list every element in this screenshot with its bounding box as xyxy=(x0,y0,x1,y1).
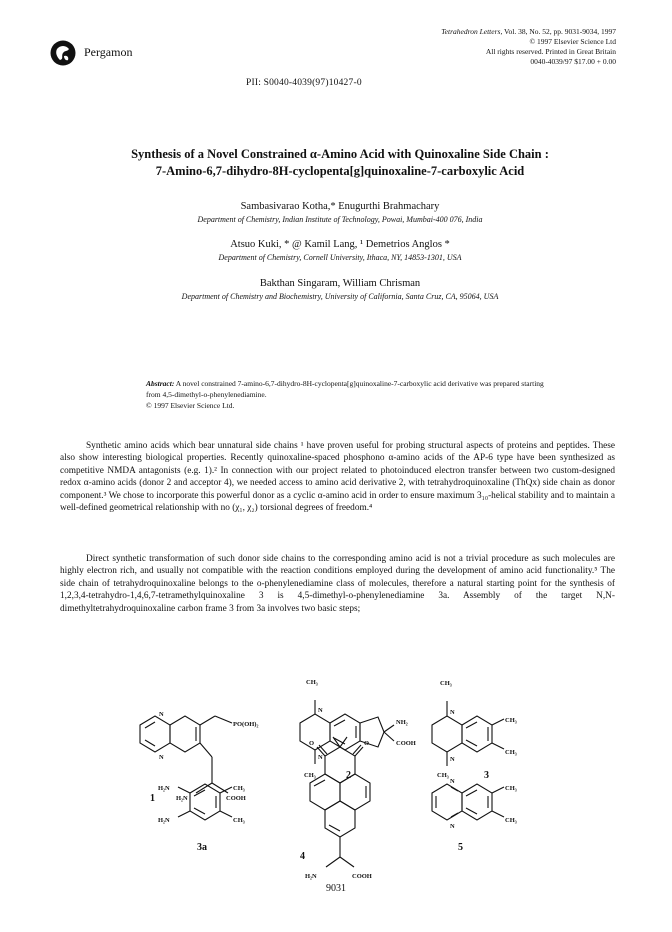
journal-info xyxy=(316,27,616,67)
price-line: 0040-4039/97 $17.00 + 0.00 xyxy=(530,57,616,66)
methyl-label: CH₃ xyxy=(505,817,517,824)
methyl-label: CH₃ xyxy=(306,679,318,686)
amine-label: NH₂ xyxy=(396,719,408,726)
methyl-label: CH₃ xyxy=(505,749,517,756)
amine-label: H₂N xyxy=(158,785,170,792)
methyl-label: CH₃ xyxy=(233,817,245,824)
author-names: Sambasivarao Kotha,* Enugurthi Brahmachary xyxy=(240,201,440,212)
publisher-name: Pergamon xyxy=(84,45,133,59)
carboxyl-label: COOH xyxy=(226,795,246,802)
body-paragraph-2 xyxy=(60,553,615,615)
abstract-label: Abstract: xyxy=(146,379,175,388)
amine-label: H₂N xyxy=(305,873,317,880)
methyl-label: CH₃ xyxy=(304,772,316,779)
author-names: Atsuo Kuki, * @ Kamil Lang, ¹ Demetrios Anglos * xyxy=(230,239,450,250)
affiliation-1 xyxy=(80,200,600,225)
compound-number: 3 xyxy=(484,770,489,781)
compound-4-structure xyxy=(300,737,372,880)
copyright-line: © 1997 Elsevier Science Ltd xyxy=(529,37,616,46)
oxygen-label: O xyxy=(364,740,370,747)
carboxyl-label: COOH xyxy=(396,740,416,747)
title-line-1: Synthesis of a Novel Constrained α-Amino Acid with Quinoxaline Side Chain : xyxy=(131,147,549,161)
journal-name: Tetrahedron Letters xyxy=(441,27,501,36)
amine-label: H₂N xyxy=(176,795,188,802)
author-names: Bakthan Singaram, William Chrisman xyxy=(259,278,421,289)
compound-number: 1 xyxy=(150,793,155,804)
nitrogen-label: N xyxy=(159,711,164,718)
carboxyl-label: COOH xyxy=(352,873,372,880)
compound-number: 3a xyxy=(197,842,207,853)
phosphono-label: PO(OH)₂ xyxy=(233,721,259,728)
nitrogen-label: N xyxy=(450,778,455,785)
abstract xyxy=(146,378,546,411)
oxygen-label: O xyxy=(309,740,315,747)
compound-number: 5 xyxy=(458,842,463,853)
nitrogen-label: N xyxy=(450,823,455,830)
journal-citation: , Vol. 38, No. 52, pp. 9031-9034, 1997 xyxy=(500,27,616,36)
compound-2-structure xyxy=(300,679,416,781)
methyl-label: CH₃ xyxy=(440,680,452,687)
abstract-text: A novel constrained 7-amino-6,7-dihydro-8H-cyclopenta[g]quinoxaline-7-carboxylic acid derivative was prepared starting from 4,5-dimethyl-o-phenylenediamine. xyxy=(146,379,544,399)
paragraph-text: Synthetic amino acids which bear unnatural side chains ¹ have proven useful for probing structural aspects of proteins and peptides. These also show interesting biological properties. Recently quinoxaline-spaced phosphono α-amino acids of the AP-6 type have been synthesized as competitive NMDA antagonists (e.g. 1).² In connection with our project related to photoinduced electron transfer between two custom-designed redox α-amino acids (donor 2 and acceptor 4), we needed access to amino acid derivative 2, with tetrahydroquinoxaline (ThQx) side chain as donor component.³ We chose to incorporate this powerful donor as a cyclic α-amino acid in order to ensure maximum 3₁₀-helical stability and to maintain a well-defined geometrical relationship with no (χ₁, χ₂) torsional degrees of freedom.⁴ xyxy=(60,441,615,514)
chemical-structures-figure xyxy=(0,665,672,910)
methyl-label: CH₃ xyxy=(233,785,245,792)
methyl-label: CH₃ xyxy=(437,772,449,779)
abstract-copyright: © 1997 Elsevier Science Ltd. xyxy=(146,401,235,410)
nitrogen-label: N xyxy=(450,756,455,763)
rights-line: All rights reserved. Printed in Great Britain xyxy=(485,47,616,56)
compound-number: 4 xyxy=(300,851,305,862)
amine-label: H₂N xyxy=(158,817,170,824)
pii-identifier: PII: S0040-4039(97)10427-0 xyxy=(246,78,362,88)
nitrogen-label: N xyxy=(450,709,455,716)
paragraph-text: Direct synthetic transformation of such donor side chains to the corresponding amino acid is not a trivial procedure as such molecules are highly electron rich, and usually not compatible with the reaction conditions employed during the development of amino acid functionality.⁵ The side chain of tetrahydroquinoxaline belongs to the o-phenylenediamine class of molecules, therefore a natural starting point for the synthesis of 1,2,3,4-tetrahydro-1,4,6,7-tetramethylquinoxaline 3 is 4,5-dimethyl-o-phenylenediamine 3a. Assembly of the target N,N-dimethyltetrahydroquinoxaline carbon frame 3 from 3a involves two basic steps; xyxy=(60,554,615,614)
nitrogen-label: N xyxy=(318,707,323,714)
body-paragraph-1 xyxy=(60,440,615,514)
department: Department of Chemistry, Cornell University, Ithaca, NY, 14853-1301, USA xyxy=(218,253,462,262)
nitrogen-label: N xyxy=(318,754,323,761)
page-number: 9031 xyxy=(326,883,346,894)
pergamon-logo-icon xyxy=(50,40,76,66)
department: Department of Chemistry and Biochemistry, University of California, Santa Cruz, CA, 95064, USA xyxy=(181,292,499,301)
title-line-2: 7-Amino-6,7-dihydro-8H-cyclopenta[g]quinoxaline-7-carboxylic Acid xyxy=(155,164,525,178)
compound-number: 2 xyxy=(346,770,351,781)
paper-title xyxy=(70,146,610,180)
methyl-label: CH₃ xyxy=(505,717,517,724)
nitrogen-label: N xyxy=(159,754,164,761)
compound-5-structure xyxy=(432,778,517,853)
affiliation-3 xyxy=(80,277,600,302)
compound-3-structure xyxy=(432,680,517,781)
methyl-label: CH₃ xyxy=(505,785,517,792)
affiliation-2 xyxy=(80,238,600,263)
department: Department of Chemistry, Indian Institute of Technology, Powai, Mumbai-400 076, India xyxy=(197,215,483,224)
